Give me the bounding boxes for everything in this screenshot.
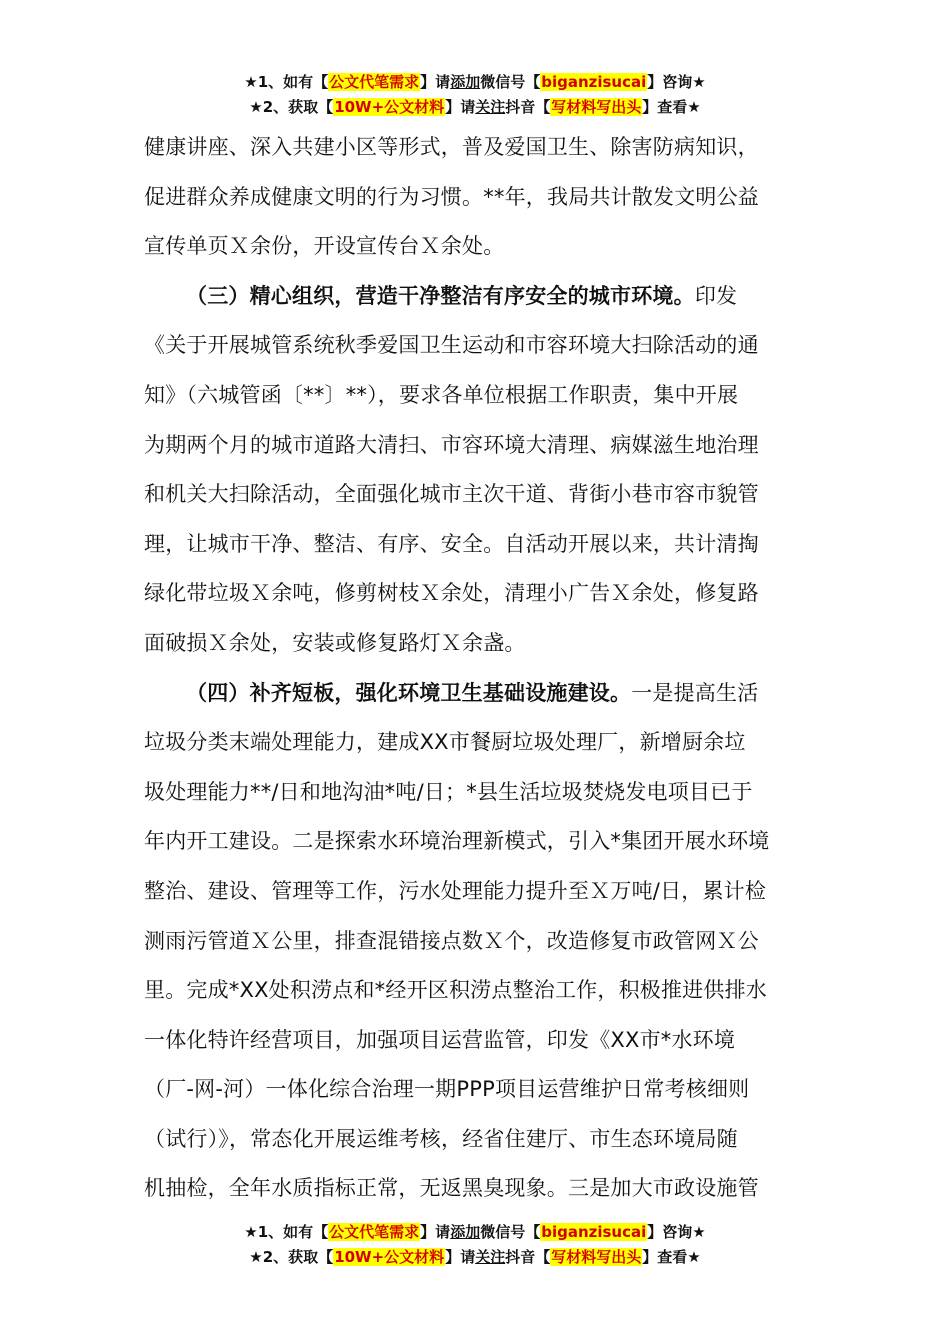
banner-highlight: 10W+公文材料 — [334, 1248, 445, 1266]
banner-line-1 — [0, 1220, 950, 1245]
text-line: 一体化特许经营项目，加强项目运营监管，印发《XX市*水环境 — [144, 1027, 736, 1052]
text-fragment: 印发 — [694, 283, 738, 308]
paragraph-3 — [144, 669, 809, 1215]
banner-line-2 — [0, 1245, 950, 1270]
text-line: 垃圾分类末端处理能力，建成XX市餐厨垃圾处理厂，新增厨余垃 — [144, 730, 746, 755]
banner-text: 抖音【 — [505, 1248, 551, 1266]
text-line: 年内开工建设。二是探索水环境治理新模式，引入*集团开展水环境 — [144, 829, 770, 854]
banner-text: 】请 — [420, 73, 451, 91]
banner-text: ★1、如有【 — [244, 73, 329, 91]
text-line: 整治、建设、管理等工作，污水处理能力提升至Ｘ万吨/日，累计检 — [144, 878, 767, 903]
text-line: （厂-网-河）一体化综合治理一期PPP项目运营维护日常考核细则 — [144, 1077, 750, 1102]
document-body — [144, 123, 809, 1214]
banner-text: 】查看★ — [642, 1248, 701, 1266]
banner-text: ★1、如有【 — [244, 1223, 329, 1241]
banner-underlined-text: 添加 — [450, 1223, 481, 1241]
text-line — [144, 272, 809, 322]
text-line: 和机关大扫除活动，全面强化城市主次干道、背街小巷市容市貌管 — [144, 482, 759, 507]
banner-text: 】咨询★ — [647, 73, 706, 91]
text-line: 绿化带垃圾Ｘ余吨，修剪树枝Ｘ余处，清理小广告Ｘ余处，修复路 — [144, 581, 759, 606]
section-heading: （四）补齐短板，强化环境卫生基础设施建设。 — [186, 680, 632, 705]
banner-underlined-text: 关注 — [475, 1248, 506, 1266]
banner-highlight: 10W+公文材料 — [334, 98, 445, 116]
text-line: 为期两个月的城市道路大清扫、市容环境大清理、病媒滋生地治理 — [144, 432, 759, 457]
text-line — [144, 669, 809, 719]
bottom-banner — [0, 1220, 950, 1270]
text-line: 理，让城市干净、整洁、有序、安全。自活动开展以来，共计清掏 — [144, 531, 759, 556]
text-line: 健康讲座、深入共建小区等形式，普及爱国卫生、除害防病知识， — [144, 135, 759, 159]
text-line: 面破损Ｘ余处，安装或修复路灯Ｘ余盏。 — [144, 630, 526, 655]
banner-highlight: 公文代笔需求 — [329, 73, 420, 91]
banner-text: ★2、获取【 — [249, 1248, 334, 1266]
banner-text: 】请 — [420, 1223, 451, 1241]
banner-underlined-text: 关注 — [475, 98, 506, 116]
banner-underlined-text: 添加 — [450, 73, 481, 91]
text-line: 宣传单页Ｘ余份，开设宣传台Ｘ余处。 — [144, 234, 505, 259]
banner-highlight: 写材料写出头 — [551, 98, 642, 116]
top-banner — [0, 70, 950, 120]
banner-text: 抖音【 — [505, 98, 551, 116]
banner-text: 】咨询★ — [647, 1223, 706, 1241]
text-line: 圾处理能力**/日和地沟油*吨/日；*县生活垃圾焚烧发电项目已于 — [144, 779, 753, 804]
banner-text: 微信号【 — [480, 73, 541, 91]
paragraph-1 — [144, 123, 809, 272]
section-heading: （三）精心组织，营造干净整洁有序安全的城市环境。 — [186, 283, 695, 308]
text-line: 里。完成*XX处积涝点和*经开区积涝点整治工作，积极推进供排水 — [144, 978, 767, 1003]
text-line: （试行）》，常态化开展运维考核，经省住建厅、市生态环境局随 — [144, 1126, 738, 1151]
banner-highlight: biganzisucai — [541, 73, 647, 91]
text-line: 知》（六城管函〔**〕**），要求各单位根据工作职责，集中开展 — [144, 382, 739, 407]
text-line: 机抽检，全年水质指标正常，无返黑臭现象。三是加大市政设施管 — [144, 1176, 759, 1201]
text-line: 促进群众养成健康文明的行为习惯。**年，我局共计散发文明公益 — [144, 184, 759, 209]
banner-line-2 — [0, 95, 950, 120]
banner-text: 微信号【 — [480, 1223, 541, 1241]
banner-line-1 — [0, 70, 950, 95]
text-fragment: 一是提高生活 — [631, 680, 759, 705]
banner-text: 】请 — [445, 98, 476, 116]
banner-text: ★2、获取【 — [249, 98, 334, 116]
banner-highlight: 公文代笔需求 — [329, 1223, 420, 1241]
banner-text: 】请 — [445, 1248, 476, 1266]
text-line: 测雨污管道Ｘ公里，排查混错接点数Ｘ个，改造修复市政管网Ｘ公 — [144, 928, 759, 953]
text-line: 《关于开展城管系统秋季爱国卫生运动和市容环境大扫除活动的通 — [144, 333, 759, 358]
banner-text: 】查看★ — [642, 98, 701, 116]
banner-highlight: biganzisucai — [541, 1223, 647, 1241]
paragraph-2 — [144, 272, 809, 669]
banner-highlight: 写材料写出头 — [551, 1248, 642, 1266]
